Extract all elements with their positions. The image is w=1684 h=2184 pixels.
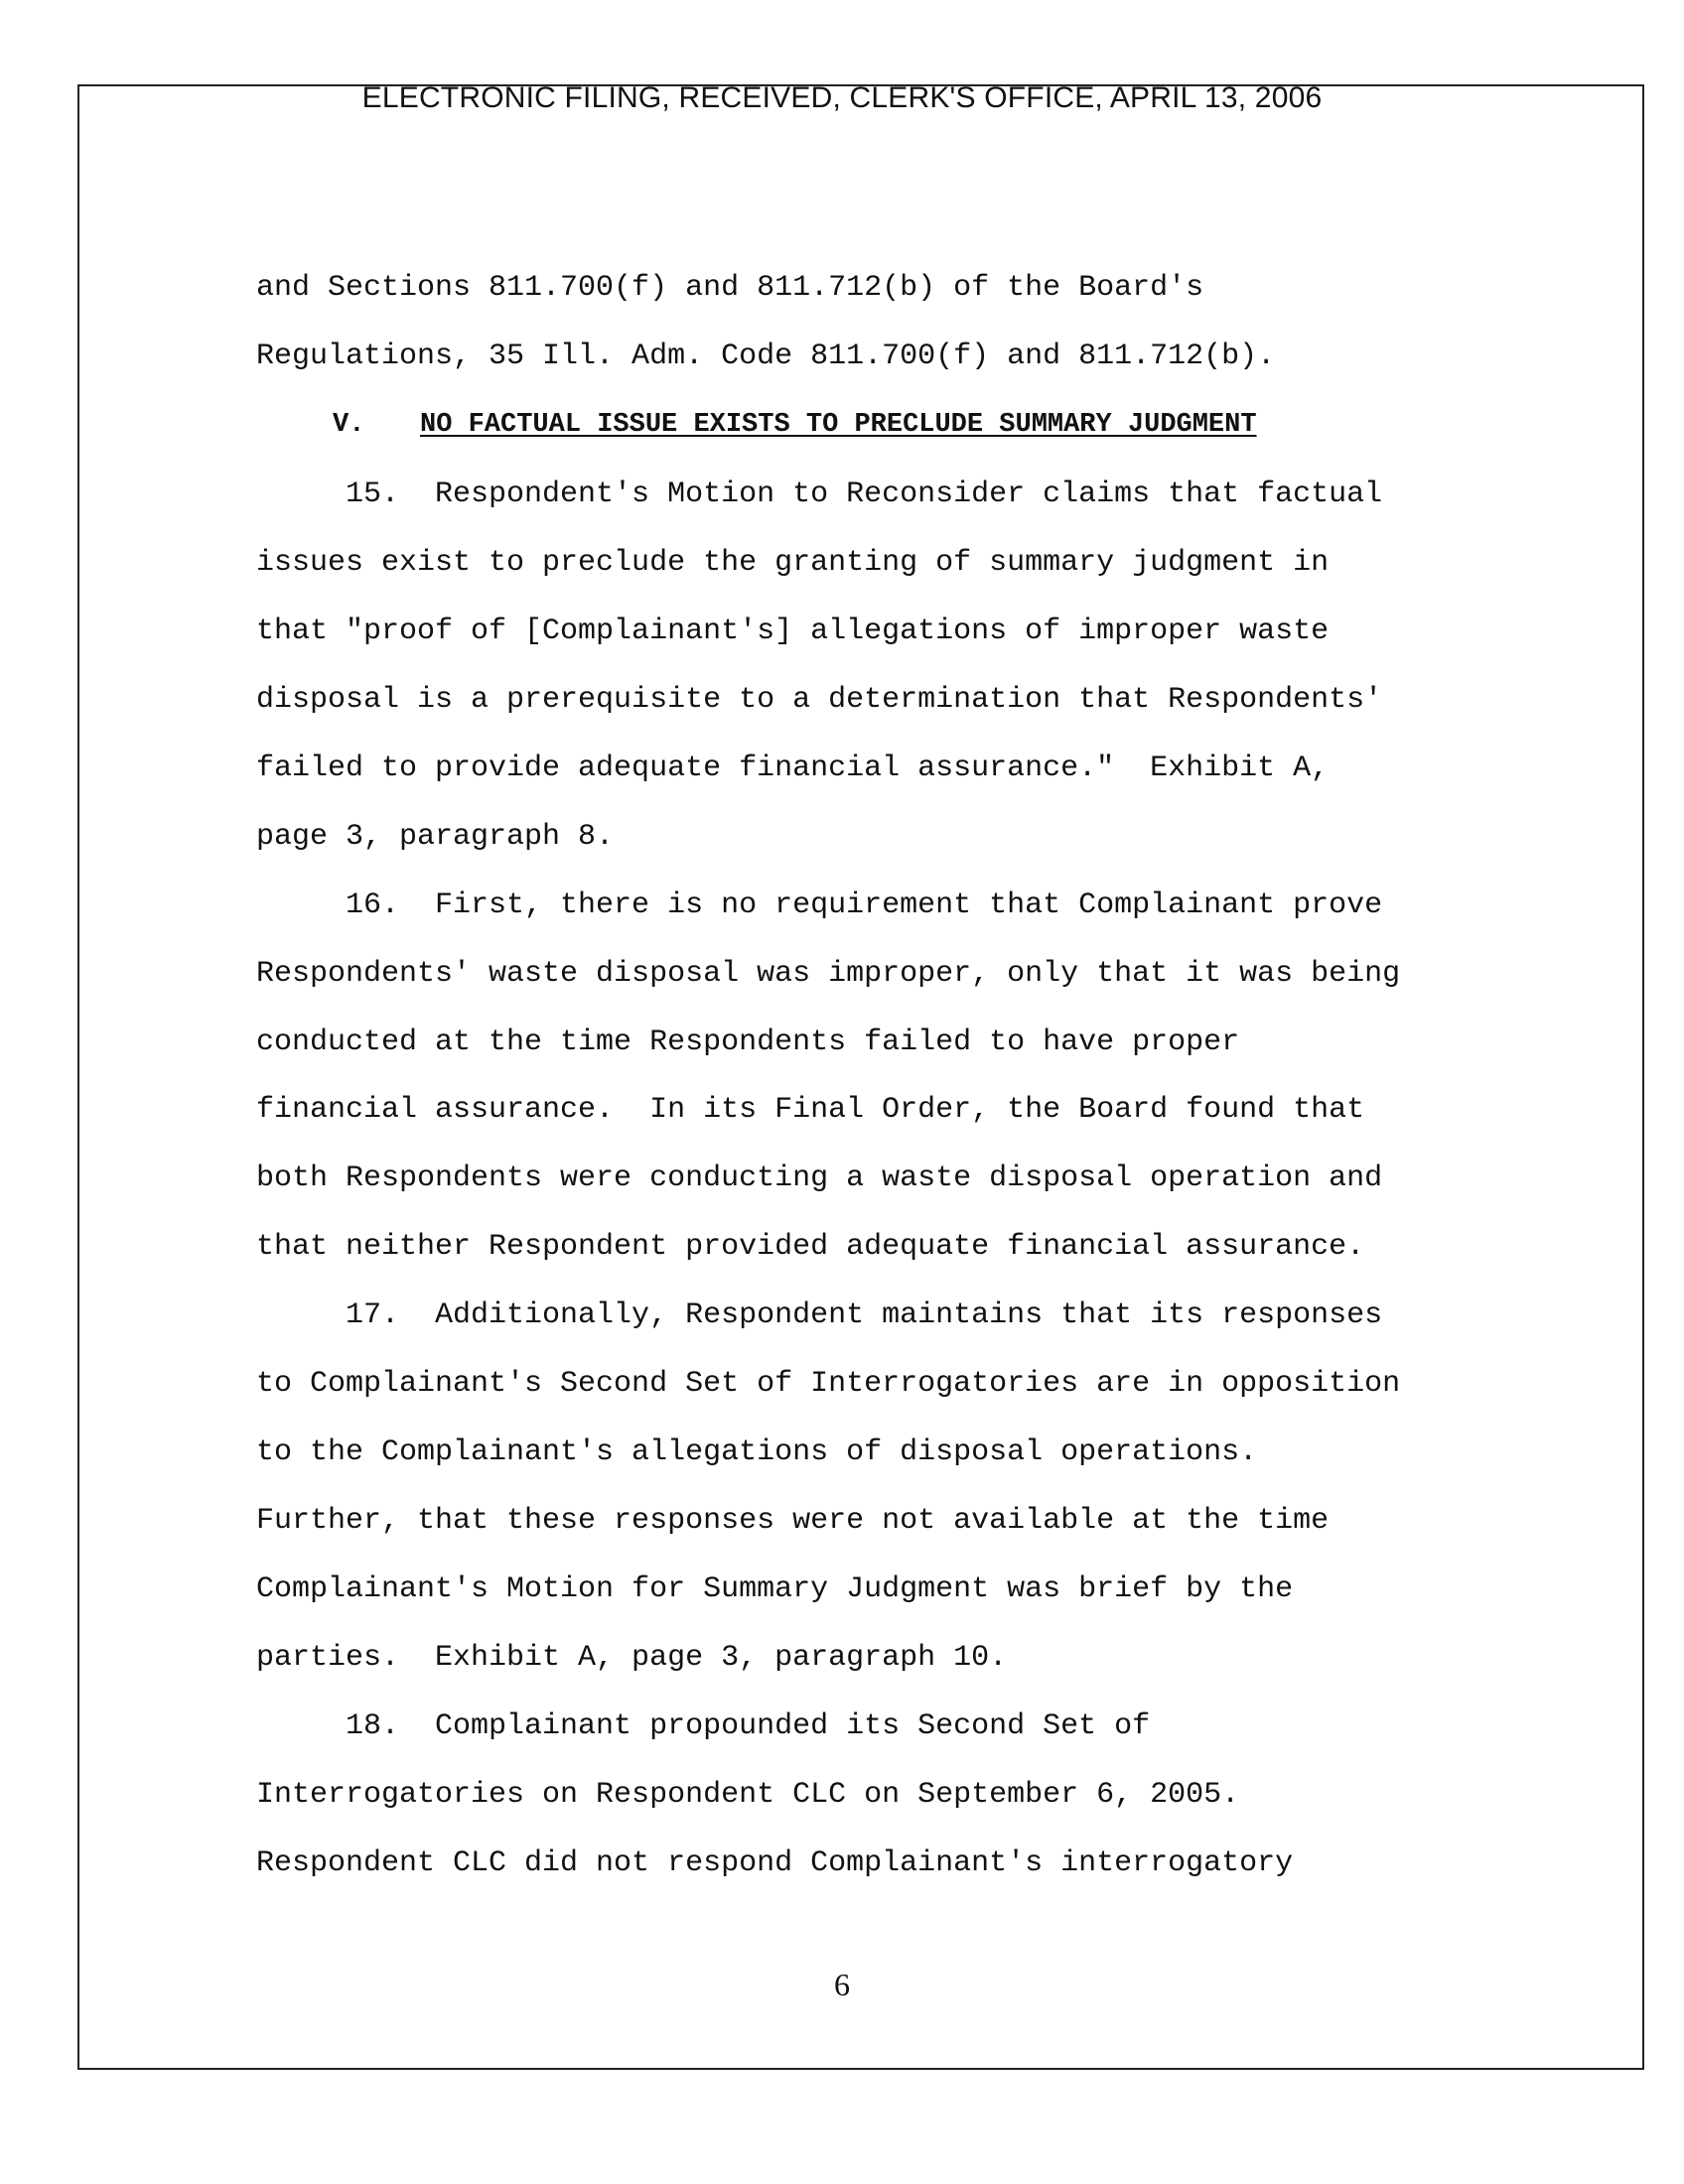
body-line: parties. Exhibit A, page 3, paragraph 10. (256, 1641, 1008, 1675)
body-line: Regulations, 35 Ill. Adm. Code 811.700(f) and 811.712(b). (256, 340, 1276, 373)
body-line: both Respondents were conducting a waste disposal operation and (256, 1161, 1383, 1195)
body-line: Interrogatories on Respondent CLC on September 6, 2005. (256, 1778, 1240, 1812)
section-heading (333, 410, 1257, 440)
body-line: issues exist to preclude the granting of summary judgment in (256, 546, 1330, 580)
body-line: conducted at the time Respondents failed to have proper (256, 1025, 1240, 1059)
body-line: to the Complainant's allegations of disposal operations. (256, 1435, 1258, 1469)
body-line: 15. Respondent's Motion to Reconsider claims that factual (256, 478, 1383, 511)
body-line: Complainant's Motion for Summary Judgment was brief by the (256, 1572, 1294, 1606)
body-line: and Sections 811.700(f) and 811.712(b) of the Board's (256, 271, 1204, 305)
page-border (77, 84, 1644, 2070)
body-line: Respondent CLC did not respond Complainant's interrogatory (256, 1846, 1294, 1880)
page-number: 6 (834, 1967, 850, 2002)
body-line: to Complainant's Second Set of Interrogatories are in opposition (256, 1367, 1401, 1401)
section-number: V. (333, 410, 365, 440)
body-line: page 3, paragraph 8. (256, 820, 615, 854)
body-line: that neither Respondent provided adequate financial assurance. (256, 1230, 1365, 1264)
filing-stamp: ELECTRONIC FILING, RECEIVED, CLERK'S OFFICE, APRIL 13, 2006 (361, 81, 1323, 114)
body-line: disposal is a prerequisite to a determination that Respondents' (256, 683, 1383, 717)
body-line: failed to provide adequate financial assurance." Exhibit A, (256, 751, 1330, 785)
body-line: that "proof of [Complainant's] allegations of improper waste (256, 614, 1330, 648)
body-line: 16. First, there is no requirement that Complainant prove (256, 888, 1383, 922)
body-line: 17. Additionally, Respondent maintains that its responses (256, 1298, 1383, 1332)
body-line: Further, that these responses were not available at the time (256, 1504, 1330, 1538)
body-line: 18. Complainant propounded its Second Set of (256, 1709, 1151, 1743)
body-line: Respondents' waste disposal was improper, only that it was being (256, 957, 1401, 991)
section-title: NO FACTUAL ISSUE EXISTS TO PRECLUDE SUMMARY JUDGMENT (420, 410, 1257, 440)
body-line: financial assurance. In its Final Order, the Board found that (256, 1093, 1365, 1127)
